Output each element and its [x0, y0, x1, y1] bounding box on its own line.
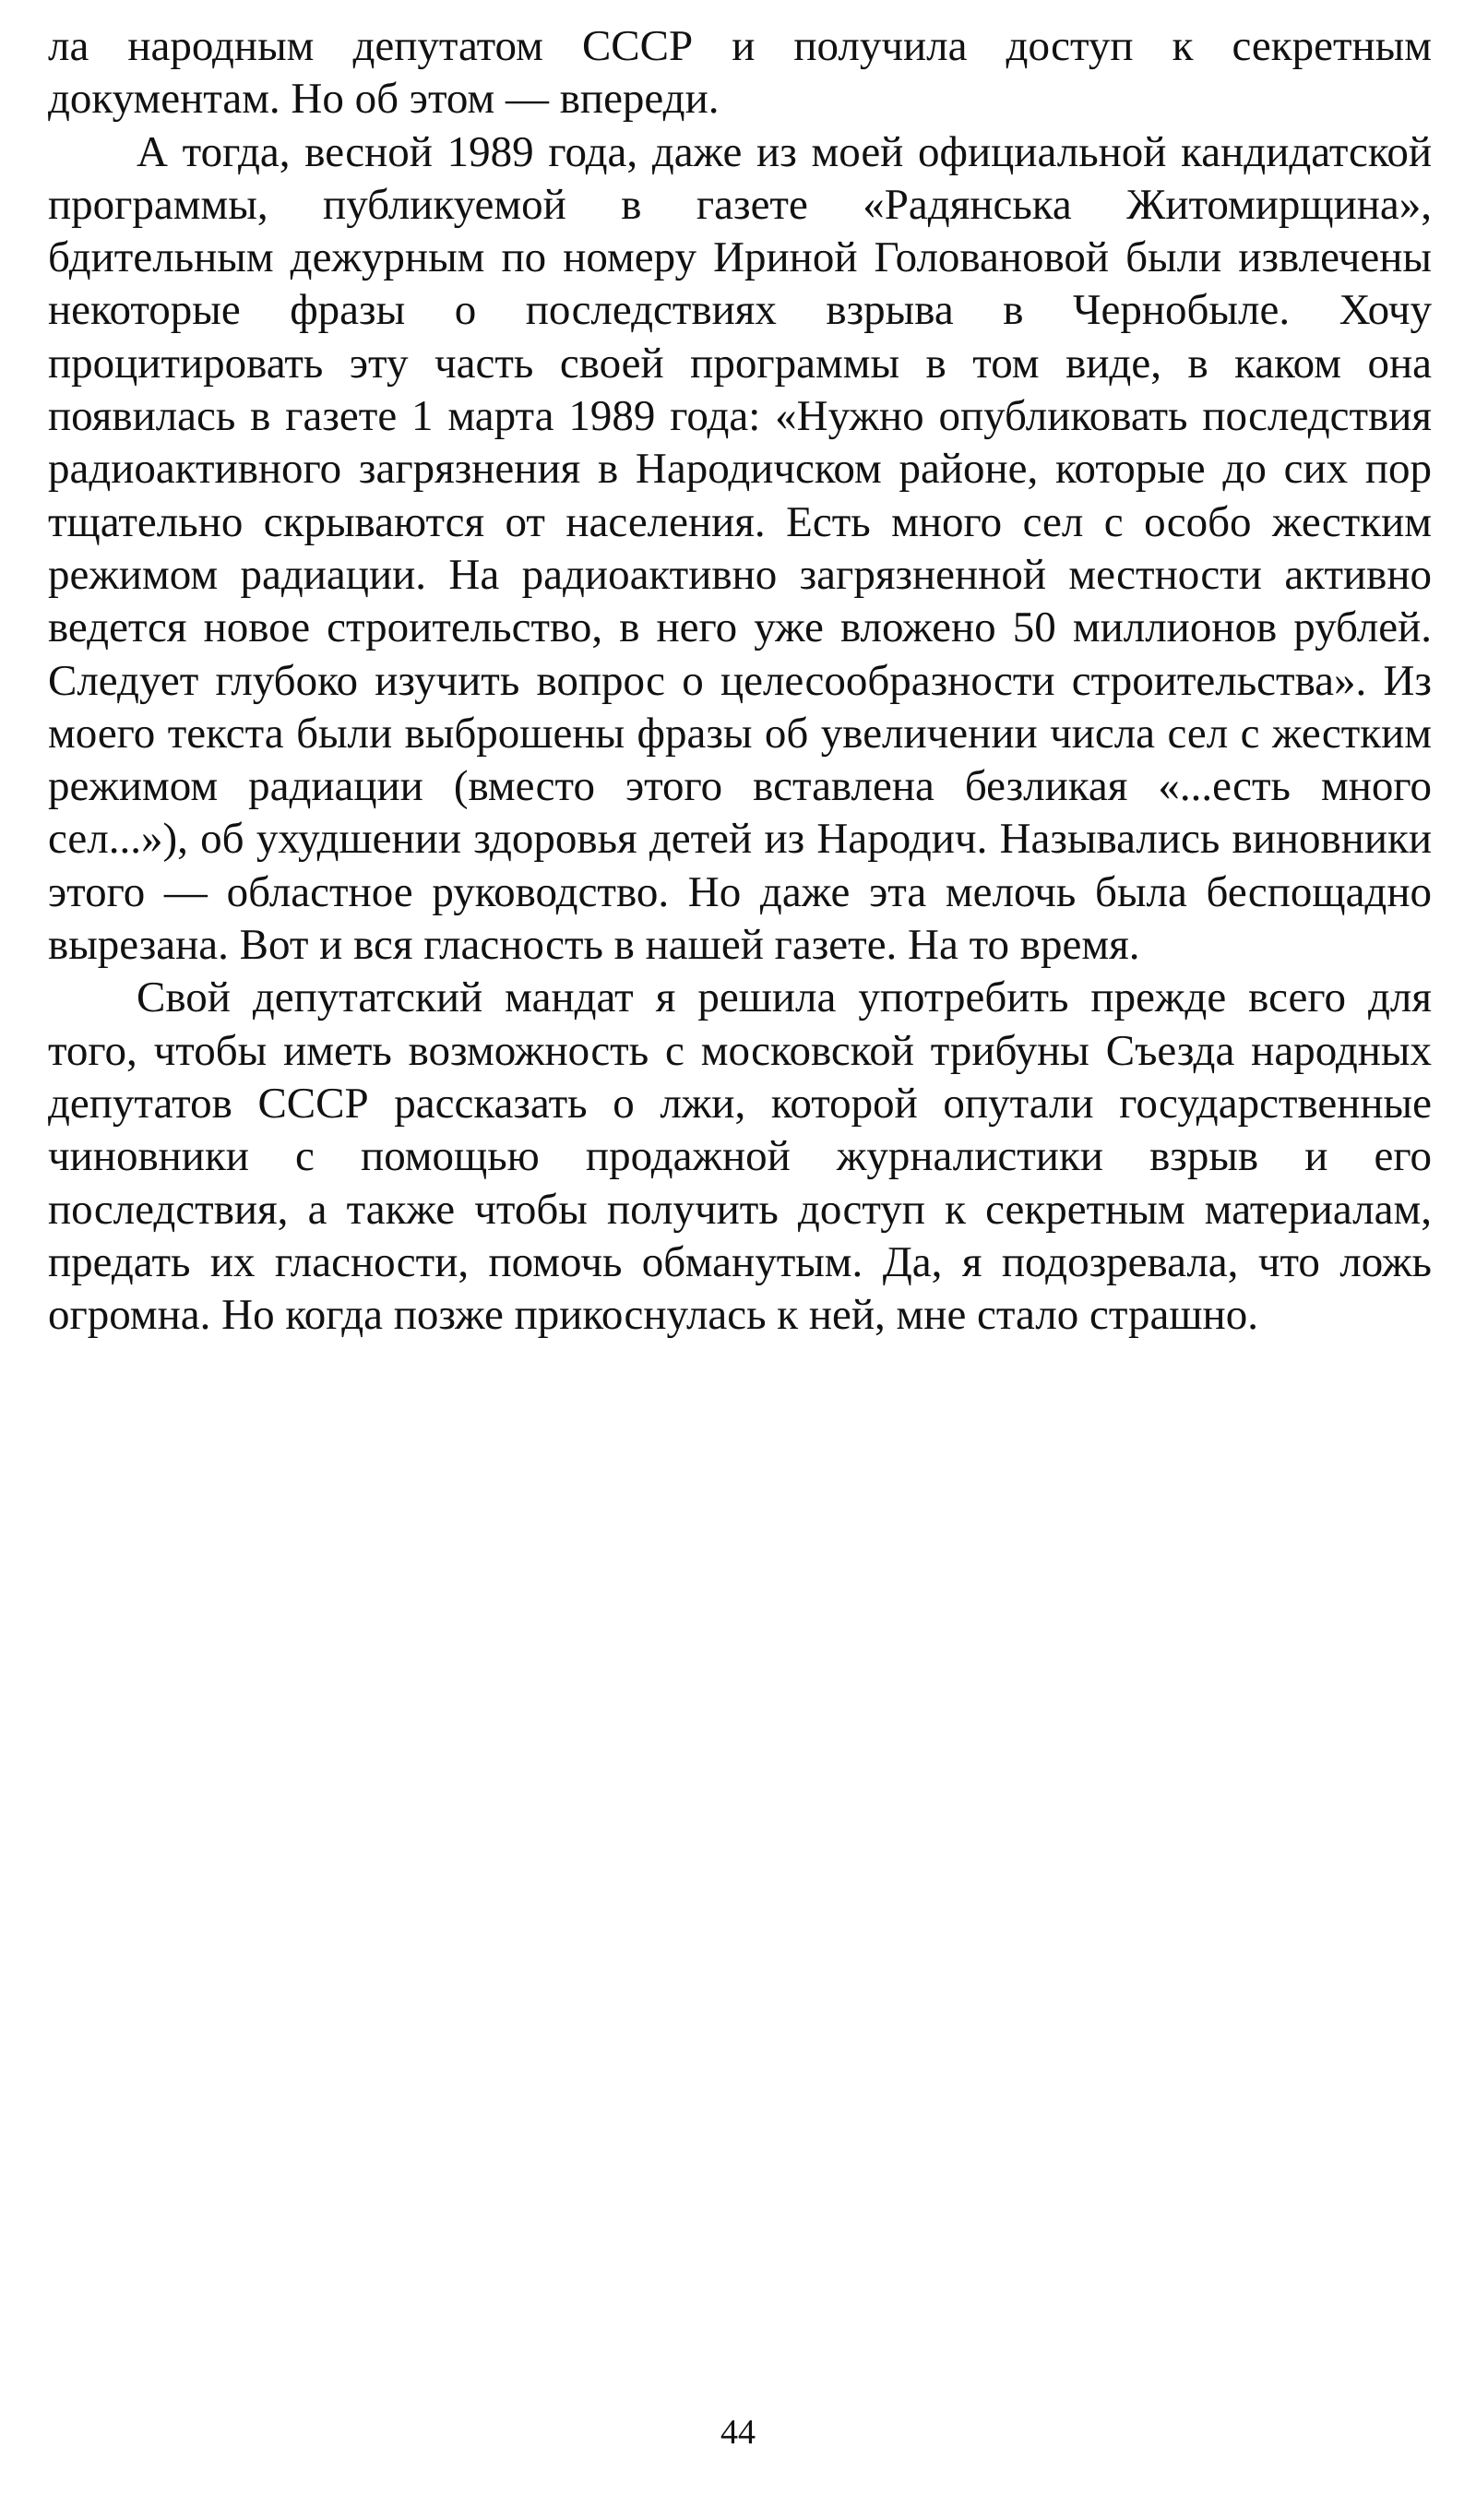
paragraph-continuation: ла народным депутатом СССР и получила доступ к секретным документам. Но об этом — впереди. — [48, 22, 1432, 124]
paragraph-deputy-mandate: Свой депутатский мандат я решила употребить прежде всего для того, чтобы иметь возможность с московской трибуны Съезда народных депутатов СССР рассказать о лжи, которой опутали государственные чиновники с помощью продажной журналистики взрыв и его последствия, а также чтобы получить доступ к секретным материалам, предать их гласности, помочь обманутым. Да, я подозревала, что ложь огромна. Но когда позже прикоснулась к ней, мне стало страшно. — [48, 973, 1432, 1340]
page-number: 44 — [720, 2413, 756, 2452]
body-text — [48, 20, 1432, 1342]
paragraph-program-quote: А тогда, весной 1989 года, даже из моей официальной кандидатской программы, публикуемой в газете «Радянська Житомирщина», бдительным дежурным по номеру Ириной Головановой были извлечены некоторые фразы о последствиях взрыва в Чернобыле. Хочу процитировать эту часть своей программы в том виде, в каком она появилась в газете 1 марта 1989 года: «Нужно опубликовать последствия радиоактивного загрязнения в Народичском районе, которые до сих пор тщательно скрываются от населения. Есть много сел с особо жестким режимом радиации. На радиоактивно загрязненной местности активно ведется новое строительство, в него уже вложено 50 миллионов рублей. Следует глубоко изучить вопрос о целесообразности строительства». Из моего текста были выброшены фразы об увеличении числа сел с жестким режимом радиации (вместо этого вставлена безликая «...есть много сел...»), об ухудшении здоровья детей из Народич. Назывались виновники этого — областное руководство. Но даже эта мелочь была беспощадно вырезана. Вот и вся гласность в нашей газете. На то время. — [48, 127, 1432, 970]
